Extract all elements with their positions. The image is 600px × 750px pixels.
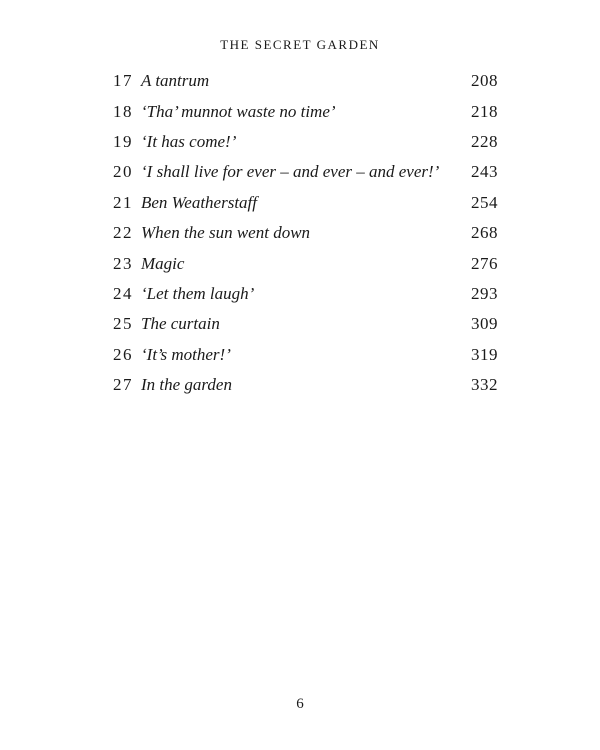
chapter-number: 23 [113,253,133,273]
chapter-number: 27 [113,375,133,395]
toc-entry-22 [113,218,498,248]
toc-entry-26 [113,340,498,370]
chapter-page: 268 [471,223,498,243]
chapter-number: 19 [113,131,133,151]
chapter-number: 22 [113,223,133,243]
chapter-title: ‘Let them laugh’ [141,283,255,303]
chapter-number: 20 [113,162,133,182]
chapter-title: ‘It’s mother!’ [141,344,231,364]
chapter-page: 254 [471,192,498,212]
chapter-number: 25 [113,314,133,334]
page-number: 6 [296,696,304,712]
chapter-page: 309 [471,314,498,334]
chapter-number: 24 [113,283,133,303]
chapter-number: 17 [113,71,133,91]
toc-entry-24 [113,279,498,309]
chapter-number: 21 [113,192,133,212]
toc-entry-18 [113,96,498,126]
toc-entry-20 [113,157,498,187]
chapter-title: Magic [141,253,185,273]
chapter-page: 293 [471,283,498,303]
chapter-title: In the garden [141,375,232,395]
chapter-page: 332 [471,375,498,395]
chapter-page: 218 [471,101,498,121]
chapter-title: Ben Weatherstaff [141,192,257,212]
toc-entry-23 [113,248,498,278]
chapter-title: ‘Tha’ munnot waste no time’ [141,101,336,121]
chapter-page: 208 [471,71,498,91]
toc-entry-21 [113,188,498,218]
toc-entry-17 [113,66,498,96]
toc-entry-19 [113,127,498,157]
toc-entry-27 [113,370,498,400]
running-title: THE SECRET GARDEN [220,37,380,52]
chapter-number: 18 [113,101,133,121]
chapter-title: A tantrum [141,71,210,91]
chapter-title: ‘It has come!’ [141,131,237,151]
chapter-page: 243 [471,162,498,182]
chapter-page: 276 [471,253,498,273]
chapter-page: 319 [471,344,498,364]
toc-entry-25 [113,309,498,339]
chapter-title: ‘I shall live for ever – and ever – and ever!’ [141,162,440,182]
chapter-page: 228 [471,131,498,151]
table-of-contents [113,66,498,400]
chapter-title: The curtain [141,314,220,334]
chapter-number: 26 [113,344,133,364]
chapter-title: When the sun went down [141,223,311,243]
